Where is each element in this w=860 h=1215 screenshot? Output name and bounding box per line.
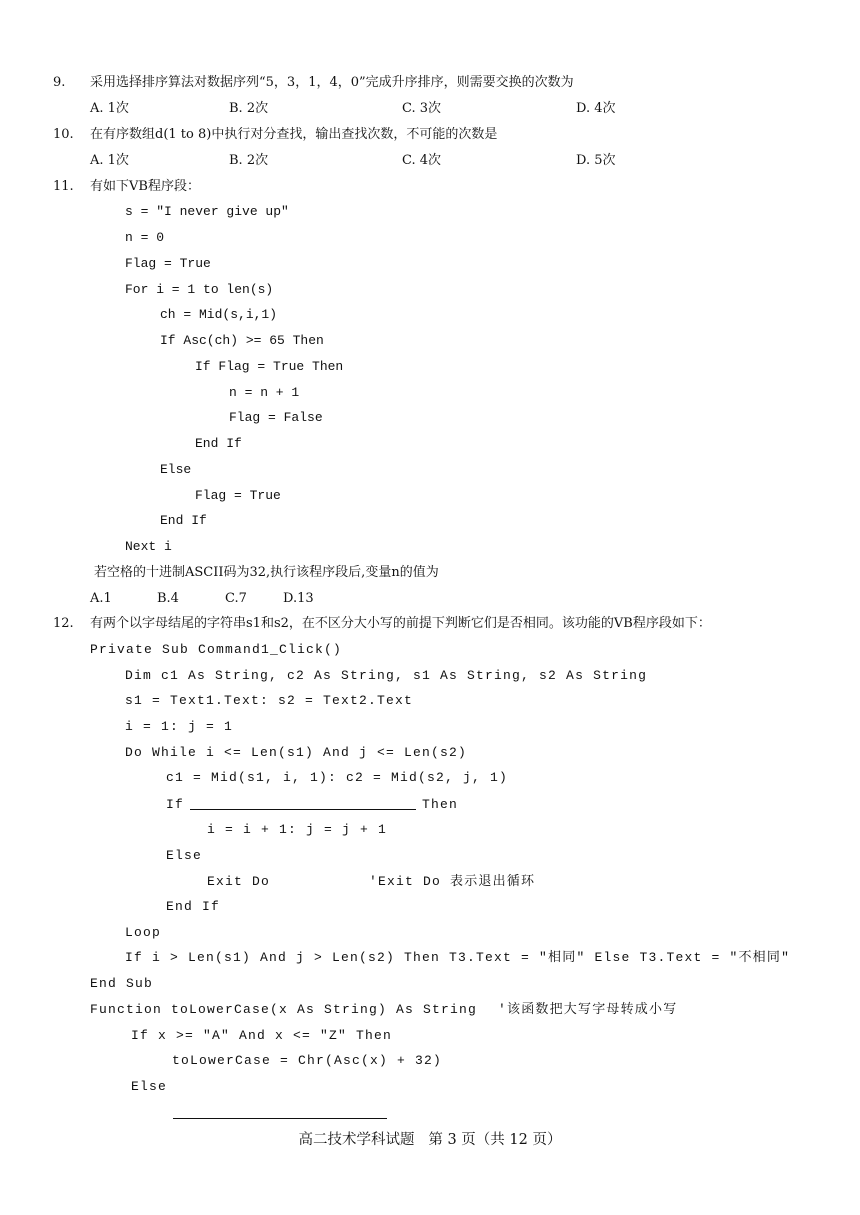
q11-question: 若空格的十进制ASCII码为32,执行该程序段后,变量n的值为 xyxy=(94,565,439,580)
q11-code-line: Else xyxy=(160,462,192,477)
page-footer xyxy=(0,1130,860,1150)
q12-code-line: Do While i <= Len(s1) And j <= Len(s2) xyxy=(125,745,468,760)
q11-code-line: If Asc(ch) >= 65 Then xyxy=(160,333,324,348)
q9-option-c: C. 3次 xyxy=(402,101,442,116)
q11-code-line: s = "I never give up" xyxy=(125,204,289,219)
q12-code-line: End If xyxy=(166,899,221,914)
q10-option-c: C. 4次 xyxy=(402,153,442,168)
q9-stem: 采用选择排序算法对数据序列“5，3，1，4，0”完成升序排序，则需要交换的次数为 xyxy=(90,75,574,90)
q10-option-d: D. 5次 xyxy=(576,153,616,168)
q12-stem: 有两个以字母结尾的字符串s1和s2，在不区分大小写的前提下判断它们是否相同。该功能的VB程序段如下： xyxy=(90,616,711,631)
q11-code-line: Flag = False xyxy=(229,410,323,425)
q12-if-keyword: If xyxy=(166,797,185,812)
q11-option-c: C.7 xyxy=(225,591,247,606)
q10-option-b: B. 2次 xyxy=(229,153,269,168)
q11-code-line: For i = 1 to len(s) xyxy=(125,282,274,297)
q9-option-d: D. 4次 xyxy=(576,101,616,116)
q12-code-line: s1 = Text1.Text: s2 = Text2.Text xyxy=(125,693,414,708)
q10-option-a: A. 1次 xyxy=(90,153,129,168)
q11-code-line: n = n + 1 xyxy=(229,385,300,400)
q12-fill-blank-line xyxy=(166,795,458,814)
q11-code-line: ch = Mid(s,i,1) xyxy=(160,307,278,322)
answer-blank[interactable] xyxy=(190,795,416,810)
q11-option-a: A.1 xyxy=(90,591,112,606)
q11-code-line: End If xyxy=(160,513,207,528)
q12-code-line: If x >= "A" And x <= "Z" Then xyxy=(131,1028,393,1043)
footer-subject: 高二技术学科试题 xyxy=(298,1132,415,1148)
q11-code-line: Flag = True xyxy=(195,488,281,503)
q12-then-keyword: Then xyxy=(422,797,459,812)
q12-code-line: toLowerCase = Chr(Asc(x) + 32) xyxy=(172,1053,443,1068)
q10-stem: 在有序数组d(1 to 8)中执行对分查找，输出查找次数，不可能的次数是 xyxy=(90,127,498,142)
footer-divider xyxy=(173,1118,387,1119)
q12-code-line: i = 1: j = 1 xyxy=(125,719,234,734)
q12-code-line: Dim c1 As String, c2 As String, s1 As String, s2 As String xyxy=(125,668,648,683)
q12-code-line: End Sub xyxy=(90,976,154,991)
q11-code-line: End If xyxy=(195,436,242,451)
q12-code-comment: '该函数把大写字母转成小写 xyxy=(498,1002,678,1017)
q11-code-line: Flag = True xyxy=(125,256,211,271)
q11-code-line: n = 0 xyxy=(125,230,165,245)
q9-option-a: A. 1次 xyxy=(90,101,129,116)
q12-code-line: If i > Len(s1) And j > Len(s2) Then T3.Text = "相同" Else T3.Text = "不相同" xyxy=(125,950,791,965)
q11-number: 11. xyxy=(53,179,74,194)
footer-page-number: 第 3 页（共 12 页） xyxy=(428,1132,562,1148)
q12-code-line: Else xyxy=(131,1079,168,1094)
q11-code-line: Next i xyxy=(125,539,172,554)
q11-option-b: B.4 xyxy=(157,591,179,606)
q11-code-line: If Flag = True Then xyxy=(195,359,344,374)
q12-number: 12. xyxy=(53,616,74,631)
q11-stem: 有如下VB程序段： xyxy=(90,179,200,194)
q9-number: 9. xyxy=(53,75,66,90)
q10-number: 10. xyxy=(53,127,74,142)
q12-code-comment: 'Exit Do 表示退出循环 xyxy=(369,874,536,889)
q12-code-line: Else xyxy=(166,848,203,863)
q12-code-line: c1 = Mid(s1, i, 1): c2 = Mid(s2, j, 1) xyxy=(166,770,509,785)
q11-option-d: D.13 xyxy=(283,591,314,606)
q12-code-line: Private Sub Command1_Click() xyxy=(90,642,343,657)
q12-code-line: Loop xyxy=(125,925,162,940)
q12-code-line: Function toLowerCase(x As String) As String xyxy=(90,1002,478,1017)
q9-option-b: B. 2次 xyxy=(229,101,269,116)
q12-code-line: Exit Do xyxy=(207,874,271,889)
q12-code-line: i = i + 1: j = j + 1 xyxy=(207,822,388,837)
